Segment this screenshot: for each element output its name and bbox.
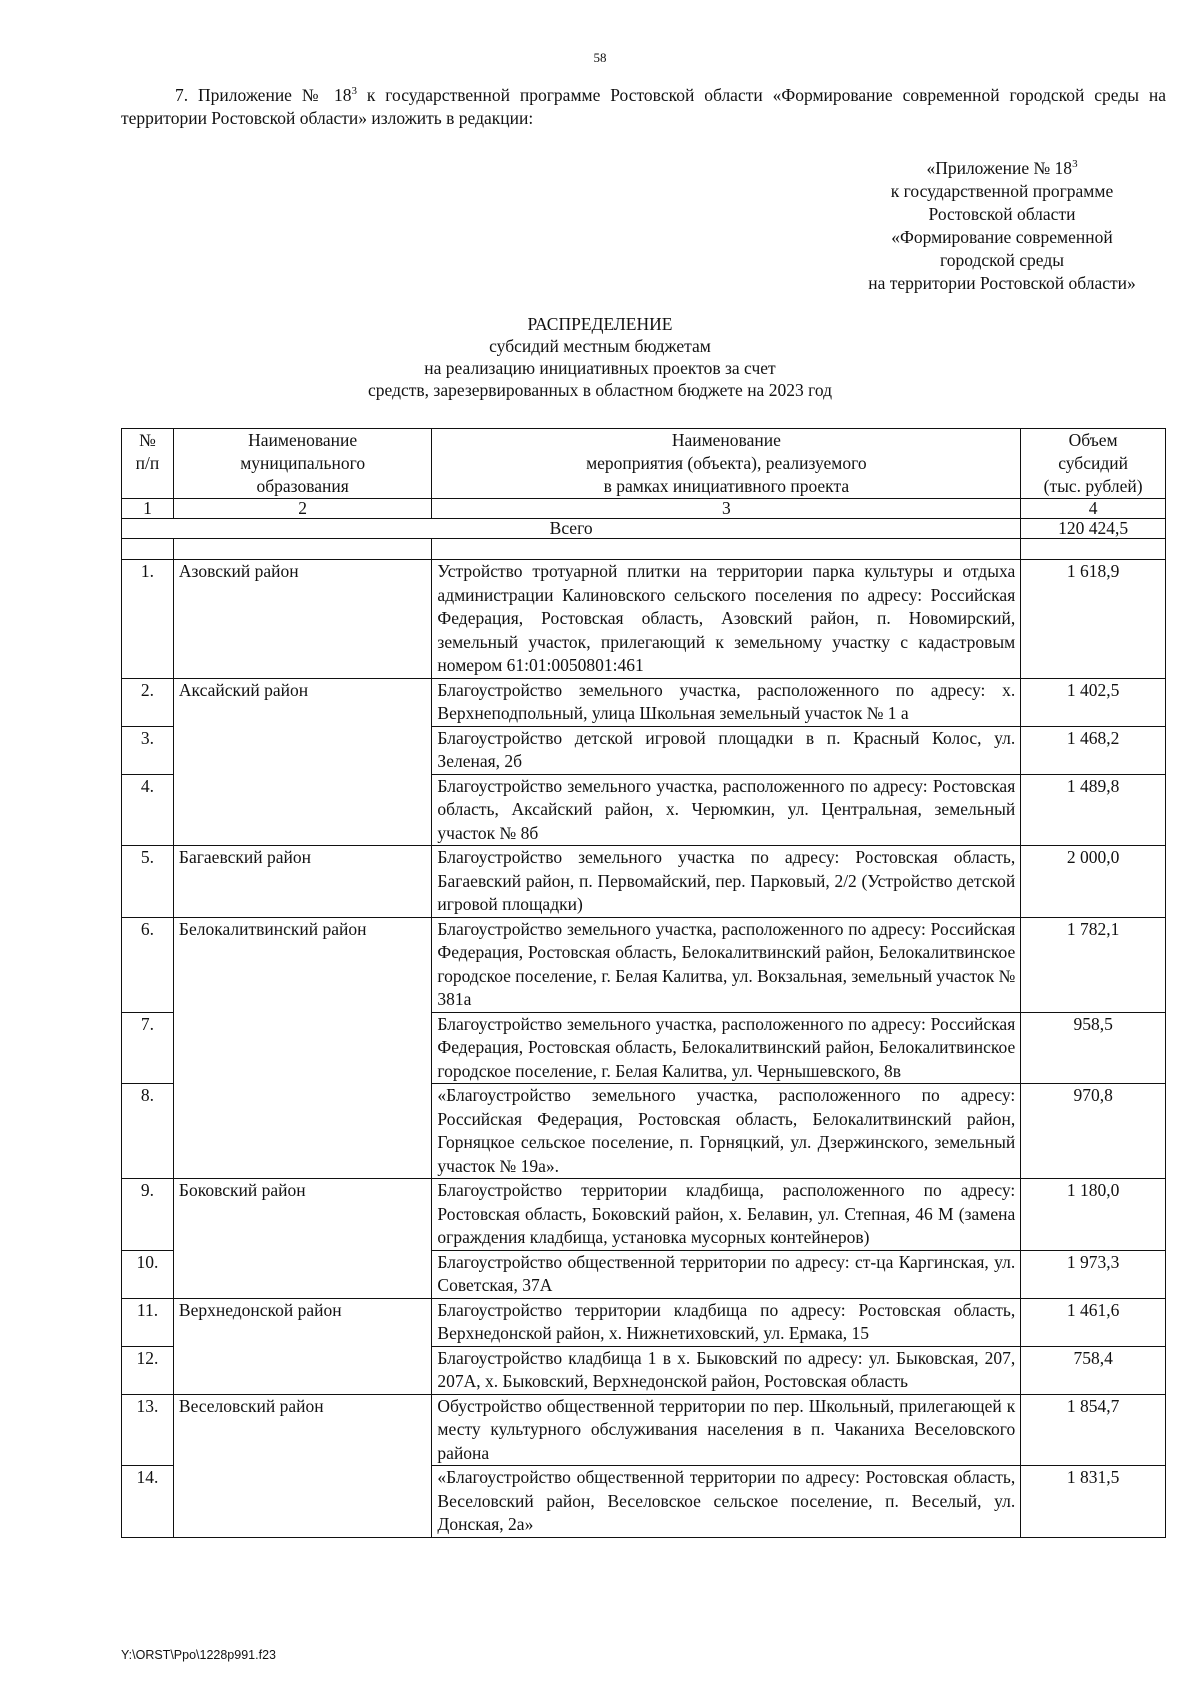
file-path-footer: Y:\ORST\Ppo\1228p991.f23 — [121, 1648, 276, 1662]
title-line: на реализацию инициативных проектов за счет — [424, 358, 776, 378]
row-number: 9. — [122, 1179, 174, 1251]
municipality-name: Багаевский район — [173, 846, 432, 918]
subsidy-amount: 1 973,3 — [1021, 1250, 1166, 1298]
municipality-name: Верхнедонской район — [173, 1298, 432, 1394]
subsidy-amount: 1 831,5 — [1021, 1466, 1166, 1538]
appendix-line: Ростовской области — [928, 203, 1076, 224]
table-row — [122, 917, 1166, 1012]
header-text: муниципального — [240, 453, 366, 473]
row-number: 7. — [122, 1012, 174, 1084]
intro-text-after: к государственной программе Ростовской области «Формирование современной городской среды на территории Ростовской области» изложить в редакции: — [121, 84, 1166, 128]
table-row — [122, 846, 1166, 918]
subsidy-table — [121, 428, 1166, 1538]
event-description: Благоустройство территории кладбища, расположенного по адресу: Ростовская область, Боковский район, х. Белавин, ул. Степная, 46 М (замена ограждения кладбища, установка мусорных контейнеров) — [432, 1179, 1021, 1251]
event-description: Благоустройство земельного участка, расположенного по адресу: Российская Федерация, Ростовская область, Белокалитвинский район, Белокалитвинское городское поселение, г. Белая Калитва, ул. Чернышевского, 8в — [432, 1012, 1021, 1084]
header-text: (тыс. рублей) — [1043, 476, 1143, 496]
header-text: Наименование — [248, 430, 358, 450]
header-text: Наименование — [671, 430, 781, 450]
header-event — [432, 429, 1021, 499]
header-municipality — [173, 429, 432, 499]
row-number: 11. — [122, 1298, 174, 1346]
table-row — [122, 1298, 1166, 1346]
total-label: Всего — [122, 519, 1021, 539]
row-number: 3. — [122, 726, 174, 774]
column-number-row — [122, 499, 1166, 519]
header-amount — [1021, 429, 1166, 499]
total-row — [122, 519, 1166, 539]
column-number: 2 — [173, 499, 432, 519]
header-text: мероприятия (объекта), реализуемого — [586, 453, 867, 473]
title-heading: РАСПРЕДЕЛЕНИЕ — [527, 314, 673, 334]
header-text: Объем — [1068, 430, 1118, 450]
municipality-name: Боковский район — [173, 1179, 432, 1299]
event-description: «Благоустройство общественной территории по адресу: Ростовская область, Веселовский район, Веселовское сельское поселение, п. Веселый, ул. Донская, 2а» — [432, 1466, 1021, 1538]
column-number: 1 — [122, 499, 174, 519]
row-number: 13. — [122, 1394, 174, 1466]
event-description: Благоустройство земельного участка по адресу: Ростовская область, Багаевский район, п. Первомайский, пер. Парковый, 2/2 (Устройство детской игровой площадки) — [432, 846, 1021, 918]
column-number: 4 — [1021, 499, 1166, 519]
spacer-row — [122, 539, 1166, 560]
subsidy-amount: 970,8 — [1021, 1084, 1166, 1179]
event-description: «Благоустройство земельного участка, расположенного по адресу: Российская Федерация, Ростовская область, Белокалитвинский район, Горняцкое сельское поселение, п. Горняцкий, ул. Дзержинского, земельный участок № 19а». — [432, 1084, 1021, 1179]
subsidy-amount: 1 402,5 — [1021, 678, 1166, 726]
event-description: Благоустройство общественной территории по адресу: ст-ца Каргинская, ул. Советская, 37А — [432, 1250, 1021, 1298]
empty-cell — [432, 539, 1021, 560]
row-number: 2. — [122, 678, 174, 726]
intro-paragraph — [121, 80, 1166, 130]
header-text: № — [139, 430, 156, 450]
municipality-name: Аксайский район — [173, 678, 432, 846]
table-header-row — [122, 429, 1166, 499]
subsidy-amount: 958,5 — [1021, 1012, 1166, 1084]
empty-cell — [1021, 539, 1166, 560]
row-number: 14. — [122, 1466, 174, 1538]
header-text: субсидий — [1058, 453, 1128, 473]
appendix-line: «Формирование современной — [891, 226, 1113, 247]
header-text: в рамках инициативного проекта — [603, 476, 850, 496]
table-row — [122, 1179, 1166, 1251]
event-description: Благоустройство кладбища 1 в х. Быковский по адресу: ул. Быковская, 207, 207А, х. Быковский, Верхнедонской район, Ростовская область — [432, 1346, 1021, 1394]
subsidy-amount: 1 618,9 — [1021, 560, 1166, 679]
total-value: 120 424,5 — [1021, 519, 1166, 539]
row-number: 10. — [122, 1250, 174, 1298]
event-description: Благоустройство земельного участка, расположенного по адресу: Ростовская область, Аксайский район, х. Черюмкин, ул. Центральная, земельный участок № 8б — [432, 774, 1021, 846]
subsidy-amount: 1 782,1 — [1021, 917, 1166, 1012]
appendix-line1: «Приложение № 18 — [926, 157, 1073, 178]
event-description: Устройство тротуарной плитки на территории парка культуры и отдыха администрации Калиновского сельского поселения по адресу: Российская Федерация, Ростовская область, Азовский район, п. Новомирский, земельный участок, прилегающий к земельному участку с кадастровым номером 61:01:0050801:461 — [432, 560, 1021, 679]
event-description: Благоустройство земельного участка, расположенного по адресу: Российская Федерация, Ростовская область, Белокалитвинский район, Белокалитвинское городское поселение, г. Белая Калитва, ул. Вокзальная, земельный участок № 381а — [432, 917, 1021, 1012]
header-num — [122, 429, 174, 499]
event-description: Благоустройство территории кладбища по адресу: Ростовская область, Верхнедонской район, х. Нижнетиховский, ул. Ермака, 15 — [432, 1298, 1021, 1346]
row-number: 5. — [122, 846, 174, 918]
table-row — [122, 560, 1166, 679]
municipality-name: Белокалитвинский район — [173, 917, 432, 1179]
subsidy-amount: 1 180,0 — [1021, 1179, 1166, 1251]
appendix-superscript: 3 — [1072, 158, 1078, 170]
row-number: 6. — [122, 917, 174, 1012]
header-text: образования — [256, 476, 349, 496]
intro-superscript: 3 — [351, 85, 357, 97]
column-number: 3 — [432, 499, 1021, 519]
header-text: п/п — [135, 453, 160, 473]
appendix-line: на территории Ростовской области» — [868, 272, 1136, 293]
empty-cell — [122, 539, 174, 560]
subsidy-amount: 2 000,0 — [1021, 846, 1166, 918]
subsidy-amount: 1 468,2 — [1021, 726, 1166, 774]
row-number: 4. — [122, 774, 174, 846]
appendix-line — [837, 153, 1167, 180]
subsidy-amount: 1 489,8 — [1021, 774, 1166, 846]
subsidy-amount: 758,4 — [1021, 1346, 1166, 1394]
subsidy-amount: 1 854,7 — [1021, 1394, 1166, 1466]
row-number: 8. — [122, 1084, 174, 1179]
event-description: Благоустройство детской игровой площадки в п. Красный Колос, ул. Зеленая, 2б — [432, 726, 1021, 774]
title-line: средств, зарезервированных в областном бюджете на 2023 год — [368, 380, 832, 400]
municipality-name: Веселовский район — [173, 1394, 432, 1537]
intro-text-before: 7. Приложение № 18 — [175, 84, 352, 105]
page-number: 58 — [593, 50, 607, 65]
title-line: субсидий местным бюджетам — [489, 336, 711, 356]
row-number: 12. — [122, 1346, 174, 1394]
appendix-reference — [837, 153, 1167, 295]
event-description: Благоустройство земельного участка, расположенного по адресу: х. Верхнеподпольный, улица Школьная земельный участок № 1 а — [432, 678, 1021, 726]
row-number: 1. — [122, 560, 174, 679]
empty-cell — [173, 539, 432, 560]
document-title — [0, 313, 1200, 401]
subsidy-amount: 1 461,6 — [1021, 1298, 1166, 1346]
table-row — [122, 678, 1166, 726]
table-row — [122, 1394, 1166, 1466]
appendix-line: городской среды — [940, 249, 1064, 270]
event-description: Обустройство общественной территории по пер. Школьный, прилегающей к месту культурного обслуживания населения в п. Чаканиха Веселовского района — [432, 1394, 1021, 1466]
municipality-name: Азовский район — [173, 560, 432, 679]
appendix-line: к государственной программе — [890, 180, 1114, 201]
